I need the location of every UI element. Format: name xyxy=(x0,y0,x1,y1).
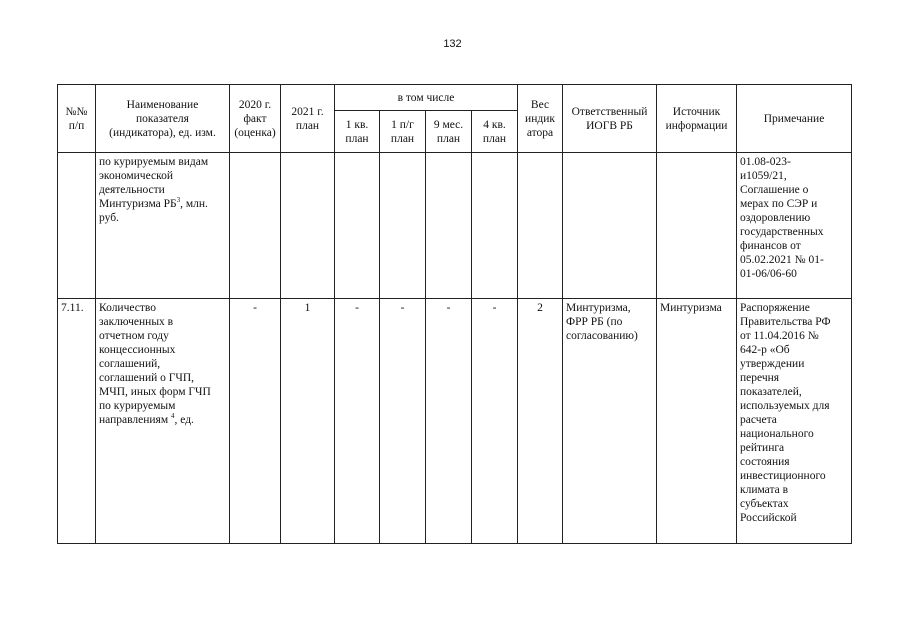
header-including: в том числе xyxy=(335,85,518,111)
header-source: Источник информации xyxy=(657,85,737,153)
cell-q1 xyxy=(335,153,380,299)
cell-note: Распоряжение Правительства РФ от 11.04.2016 № 642-р «Об утверждении перечня показателей, используемых для расчета национального рейтинга состояния инвестиционного климата в субъектах Российской xyxy=(737,299,852,544)
cell-fact-2020: - xyxy=(230,299,281,544)
cell-name-tail: , ед. xyxy=(174,414,194,426)
cell-responsible xyxy=(563,153,657,299)
cell-weight: 2 xyxy=(518,299,563,544)
cell-note: 01.08-023- и1059/21, Соглашение о мерах по СЭР и оздоровлению государственных финансов от 05.02.2021 № 01- 01-06/06-60 xyxy=(737,153,852,299)
table-row xyxy=(58,153,852,299)
header-q4: 4 кв. план xyxy=(472,111,518,153)
cell-plan-2021 xyxy=(281,153,335,299)
cell-9m xyxy=(426,153,472,299)
header-responsible: Ответственный ИОГВ РБ xyxy=(563,85,657,153)
header-plan-2021: 2021 г. план xyxy=(281,85,335,153)
cell-9m: - xyxy=(426,299,472,544)
cell-responsible: Минтуризма, ФРР РБ (по согласованию) xyxy=(563,299,657,544)
cell-plan-2021: 1 xyxy=(281,299,335,544)
header-num: №№ п/п xyxy=(58,85,96,153)
cell-name-text: по курируемым видам экономической деятельности Минтуризма РБ xyxy=(99,156,209,210)
footnote-ref: 4 xyxy=(171,412,175,421)
cell-h1 xyxy=(380,153,426,299)
cell-q1: - xyxy=(335,299,380,544)
header-note: Примечание xyxy=(737,85,852,153)
cell-q4 xyxy=(472,153,518,299)
cell-weight xyxy=(518,153,563,299)
cell-source: Минтуризма xyxy=(657,299,737,544)
cell-name xyxy=(96,299,230,544)
cell-fact-2020 xyxy=(230,153,281,299)
cell-q4: - xyxy=(472,299,518,544)
cell-source xyxy=(657,153,737,299)
table-row xyxy=(58,299,852,544)
cell-name-text: Количество заключенных в отчетном году концессионных соглашений, соглашений о ГЧП, МЧП, иных форм ГЧП по курируемым направлениям xyxy=(99,302,211,426)
cell-num: 7.11. xyxy=(58,299,96,544)
header-q1: 1 кв. план xyxy=(335,111,380,153)
cell-num xyxy=(58,153,96,299)
header-h1: 1 п/г план xyxy=(380,111,426,153)
header-weight: Вес индик атора xyxy=(518,85,563,153)
header-fact-2020: 2020 г. факт (оценка) xyxy=(230,85,281,153)
cell-h1: - xyxy=(380,299,426,544)
header-name: Наименование показателя (индикатора), ед. изм. xyxy=(96,85,230,153)
footnote-ref: 3 xyxy=(176,196,181,205)
cell-name-tail: , млн. руб. xyxy=(99,198,208,224)
page-number: 132 xyxy=(443,38,462,50)
indicators-table xyxy=(57,84,852,544)
cell-name xyxy=(96,153,230,299)
header-9m: 9 мес. план xyxy=(426,111,472,153)
